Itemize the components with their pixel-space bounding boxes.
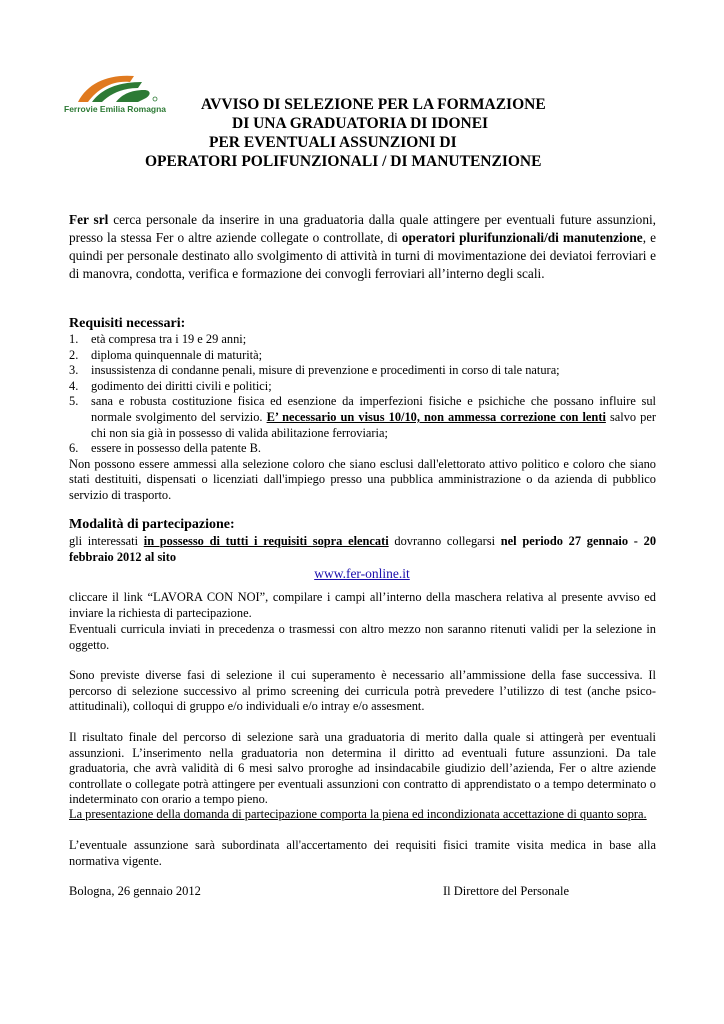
instructions-paragraph: cliccare il link “LAVORA CON NOI”, compilare i campi all’interno della maschera relativa al presente avviso ed inviare la richiesta di partecipazione.: [69, 590, 656, 620]
list-item: 5. sana e robusta costituzione fisica ed esenzione da imperfezioni fisiche e psichiche che possano influire sul normale svolgimento del servizio. E’ necessario un visus 10/10, non ammessa correzione con lenti salvo per chi non sia già in possesso di valida abilitazione ferroviaria;: [69, 394, 657, 440]
list-item: 4. godimento dei diritti civili e politici;: [69, 378, 272, 393]
list-item: 6. essere in possesso della patente B.: [69, 441, 261, 456]
curricula-paragraph: Eventuali curricula inviati in precedenza o trasmessi con altro mezzo non saranno ritenuti validi per la selezione in oggetto.: [69, 622, 656, 652]
logo-caption: Ferrovie Emilia Romagna: [64, 104, 167, 114]
website-link[interactable]: www.fer-online.it: [314, 566, 410, 581]
intro-paragraph: Fer srl cerca personale da inserire in una graduatoria dalla quale attingere per eventuali future assunzioni, presso la stessa Fer o altre aziende collegate o controllate, di operatori plurifunzionali/di manutenzione, e quindi per personale destinato allo svolgimento di attività in turni di movimentazione dei deviatoi ferroviari e di manovra, condotta, verifica e formazione dei convogli ferroviari all’interno degli scali.: [69, 212, 656, 281]
requisiti-block: [69, 332, 656, 504]
title-line-3: PER EVENTUALI ASSUNZIONI DI: [209, 134, 457, 151]
logo-green-swoosh-2: [116, 90, 150, 102]
fasi-paragraph: Sono previste diverse fasi di selezione il cui superamento è necessario all’ammissione della fase successiva. Il percorso di selezione successivo al primo screening dei curricula potrà prevedere l’utilizzo di test (anche psico-attitudinali), colloqui di gruppo e/o individuali e/o intray e/o assesment.: [69, 668, 656, 714]
requisiti-list: [69, 332, 656, 457]
list-item: 2. diploma quinquennale di maturità;: [69, 347, 263, 362]
requisiti-heading: Requisiti necessari:: [69, 316, 186, 331]
list-item: 1. età compresa tra i 19 e 29 anni;: [69, 332, 247, 346]
role-name: operatori plurifunzionali/di manutenzione: [401, 230, 643, 245]
signature: Il Direttore del Personale: [443, 884, 569, 898]
accettazione-paragraph: La presentazione della domanda di partecipazione comporta la piena ed incondizionata accettazione di quanto sopra.: [69, 807, 647, 821]
place-date: Bologna, 26 gennaio 2012: [69, 884, 201, 898]
visita-paragraph: L’eventuale assunzione sarà subordinata all'accertamento dei requisiti fisici tramite visita medica in base alla normativa vigente.: [69, 838, 656, 868]
visus-requirement: E’ necessario un visus 10/10, non ammessa correzione con lenti: [266, 409, 606, 424]
title-line-4: OPERATORI POLIFUNZIONALI / DI MANUTENZIONE: [145, 153, 542, 170]
title-line-2: DI UNA GRADUATORIA DI IDONEI: [232, 115, 489, 132]
list-item: 3. insussistenza di condanne penali, misure di prevenzione e procedimenti in corso di tale natura;: [69, 363, 560, 378]
risultato-paragraph: Il risultato finale del percorso di selezione sarà una graduatoria di merito dalla quale si attingerà per eventuali assunzioni. L’inserimento nella graduatoria non determina il diritto ad eventuali future assunzioni. Da tale graduatoria, che avrà validità di 6 mesi salvo proroghe ad insindacabile giudizio dell’azienda, Fer o altre aziende controllate o collegate potrà attingere per eventuali assunzioni con contratto di apprendistato o a tempo determinato o indeterminato con orario a tempo pieno.: [69, 730, 656, 807]
exclusion-note: Non possono essere ammessi alla selezione coloro che siano esclusi dall'elettorato attivo politico e coloro che siano stati destituiti, dispensati o licenziati dall'impiego presso una pubblica amministrazione o da azienda di pubblico servizio di trasporto.: [69, 456, 656, 502]
title-line-1: AVVISO DI SELEZIONE PER LA FORMAZIONE: [201, 96, 546, 113]
periodo: nel periodo 27 gennaio - 20 febbraio 2012 al sito: [69, 534, 657, 564]
company-name: Fer srl: [69, 212, 109, 227]
modalita-intro: gli interessati in possesso di tutti i requisiti sopra elencati dovranno collegarsi nel periodo 27 gennaio - 20 febbraio 2012 al sito: [69, 534, 657, 564]
registered-mark-icon: [153, 97, 157, 101]
modalita-heading: Modalità di partecipazione:: [69, 517, 235, 532]
requisiti-emphasis: in possesso di tutti i requisiti sopra elencati: [143, 534, 389, 548]
